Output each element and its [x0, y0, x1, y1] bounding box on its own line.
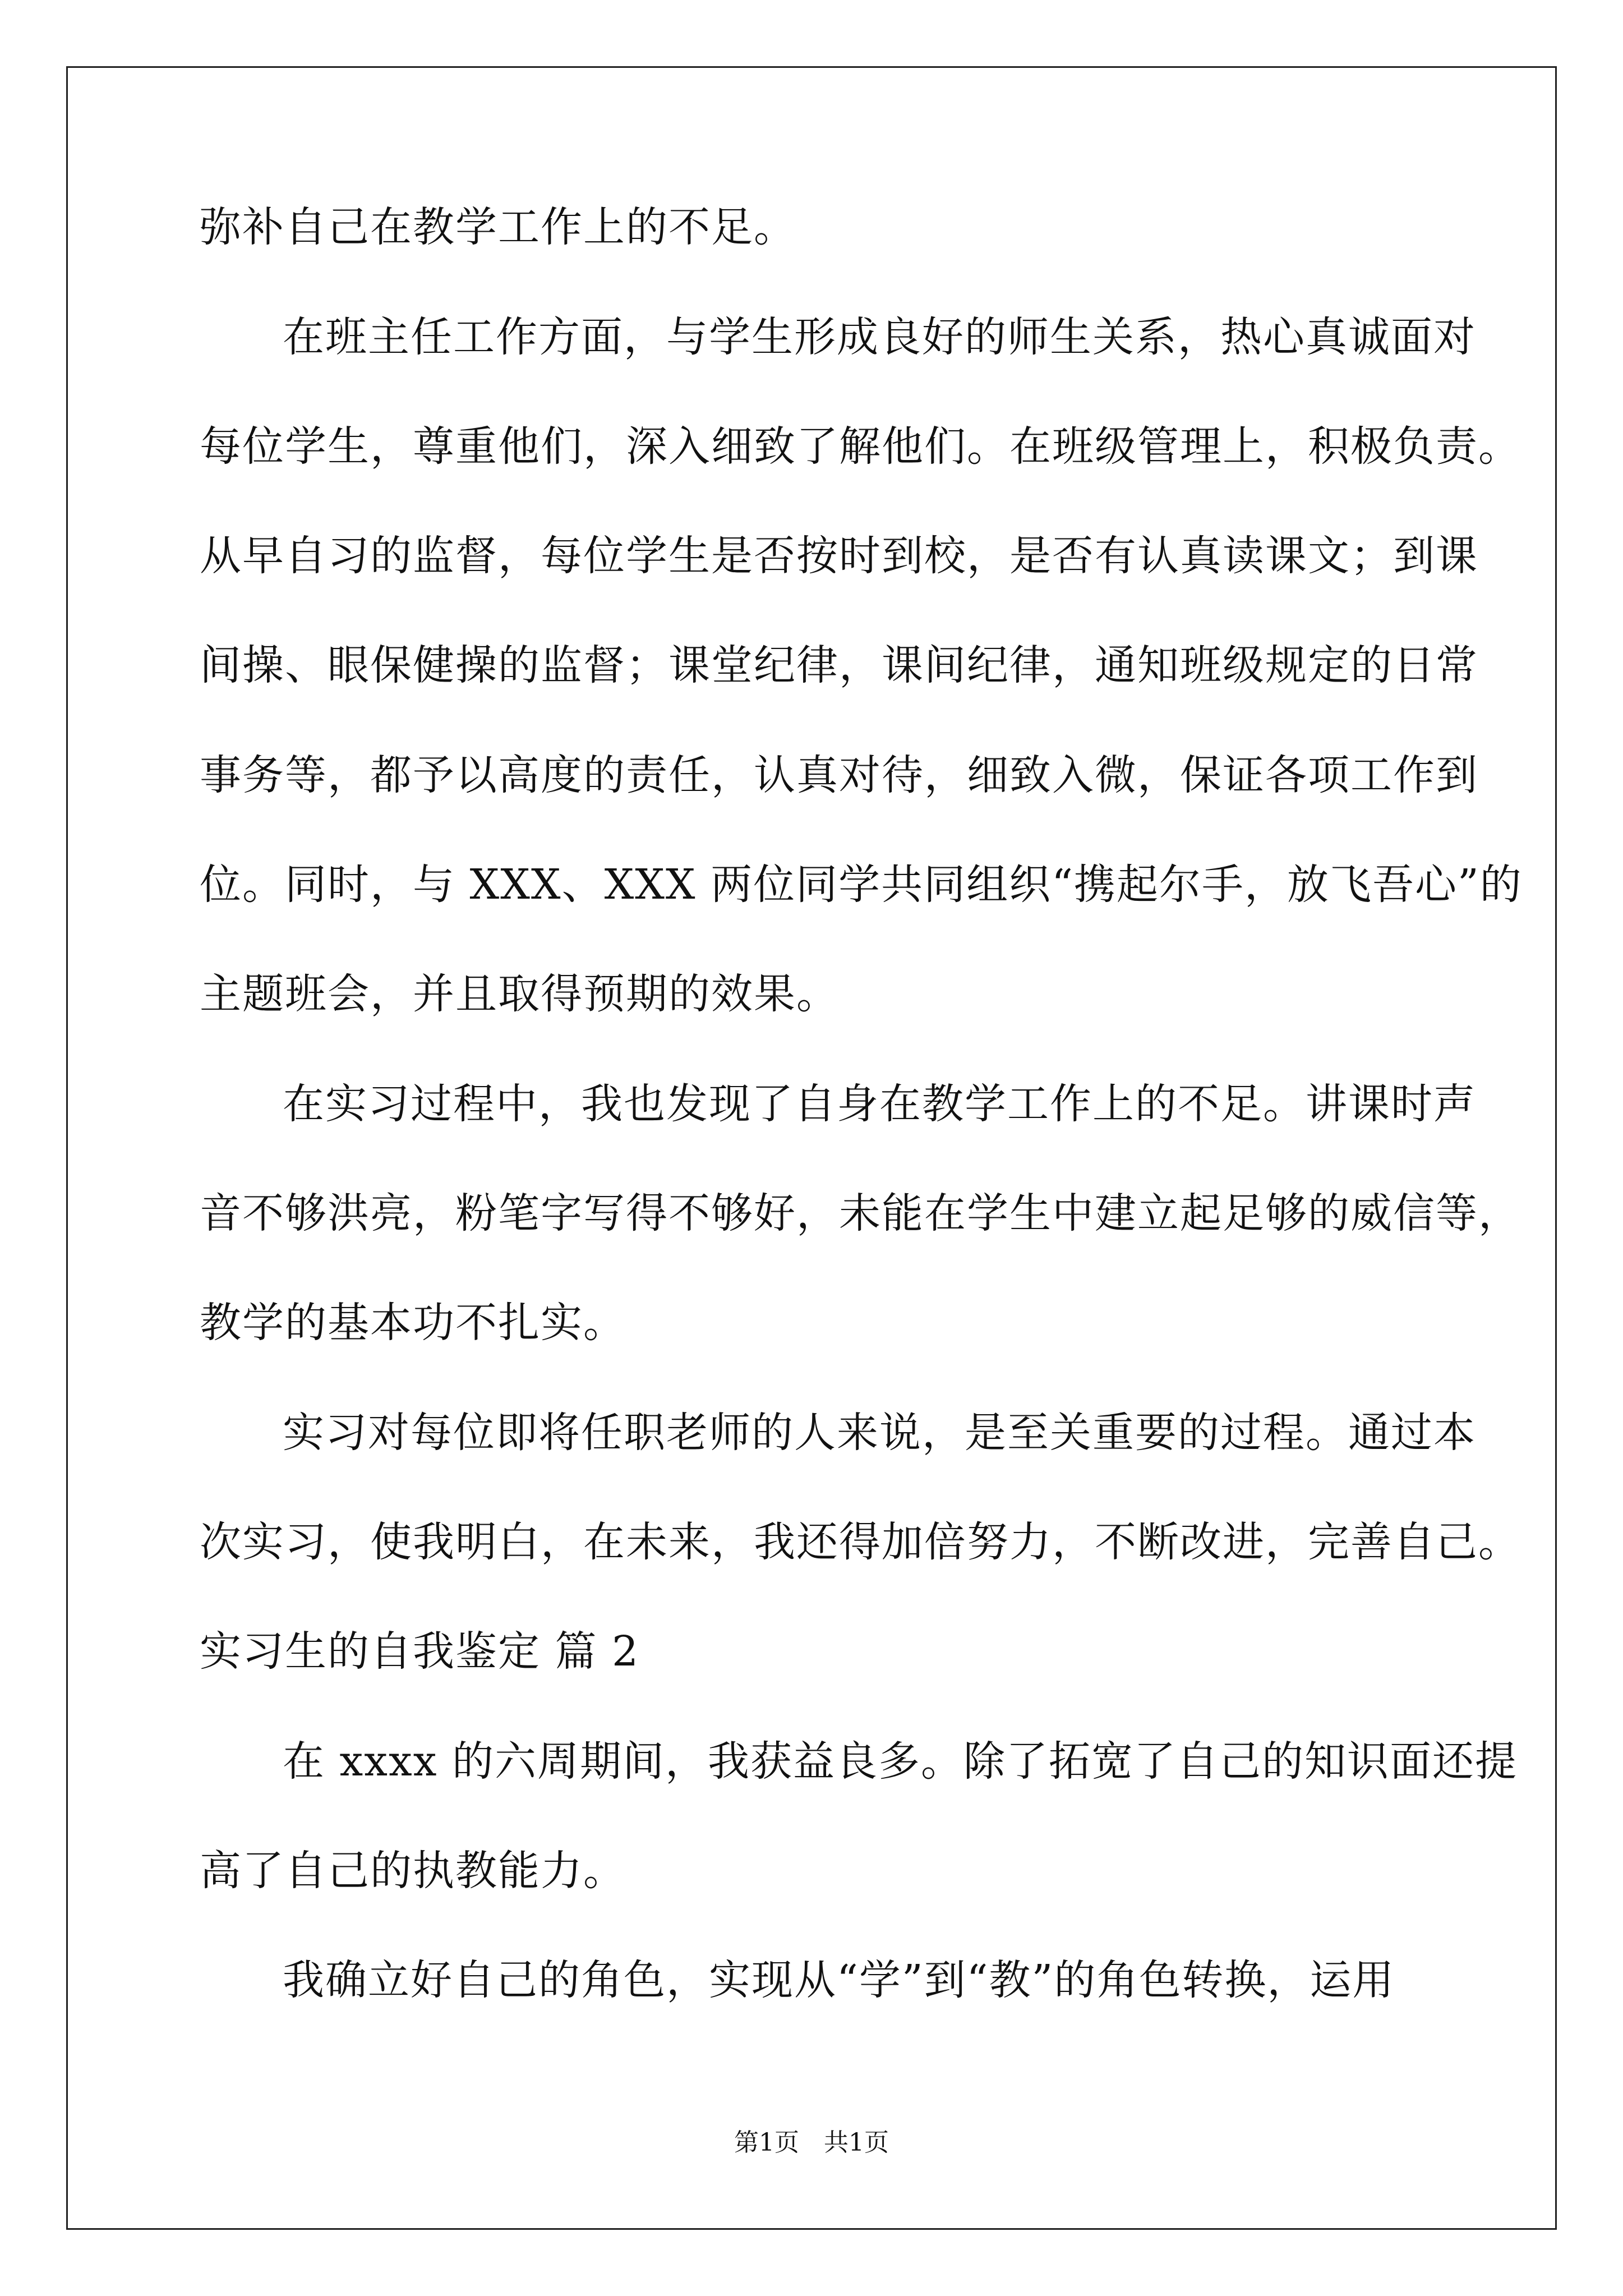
paragraph-first-line: 在 xxxx 的六周期间，我获益良多。除了拓宽了自己的知识面还提 [283, 1737, 1518, 1786]
paragraph-first-line: 我确立好自己的角色，实现从“学”到“教”的角色转换，运用 [283, 1956, 1395, 2004]
paragraph-first-line: 实习对每位即将任职老师的人来说，是至关重要的过程。通过本 [283, 1409, 1476, 1457]
text-line: 主题班会，并且取得预期的效果。 [200, 970, 839, 1018]
text-line: 从早自习的监督，每位学生是否按时到校，是否有认真读课文；到课 [200, 532, 1478, 580]
text-line: 音不够洪亮，粉笔字写得不够好，未能在学生中建立起足够的威信等， [200, 1189, 1521, 1237]
text-line: 位。同时，与 XXX、XXX 两位同学共同组织“携起尔手，放飞吾心”的 [200, 861, 1523, 909]
text-line: 事务等，都予以高度的责任，认真对待，细致入微，保证各项工作到 [200, 751, 1478, 799]
text-line: 次实习，使我明白，在未来，我还得加倍努力，不断改进，完善自己。 [200, 1518, 1521, 1566]
page-number-footer: 第1页 共1页 [734, 2128, 889, 2157]
page-border [66, 66, 1557, 2230]
text-line: 教学的基本功不扎实。 [200, 1299, 626, 1347]
text-line: 高了自己的执教能力。 [200, 1847, 626, 1895]
text-line: 每位学生，尊重他们，深入细致了解他们。在班级管理上，积极负责。 [200, 422, 1521, 471]
text-line: 间操、眼保健操的监督；课堂纪律，课间纪律，通知班级规定的日常 [200, 641, 1478, 689]
text-line: 弥补自己在教学工作上的不足。 [200, 203, 796, 251]
section-heading: 实习生的自我鉴定 篇 2 [200, 1627, 640, 1676]
paragraph-first-line: 在班主任工作方面，与学生形成良好的师生关系，热心真诚面对 [283, 313, 1476, 361]
paragraph-first-line: 在实习过程中，我也发现了自身在教学工作上的不足。讲课时声 [283, 1080, 1476, 1128]
